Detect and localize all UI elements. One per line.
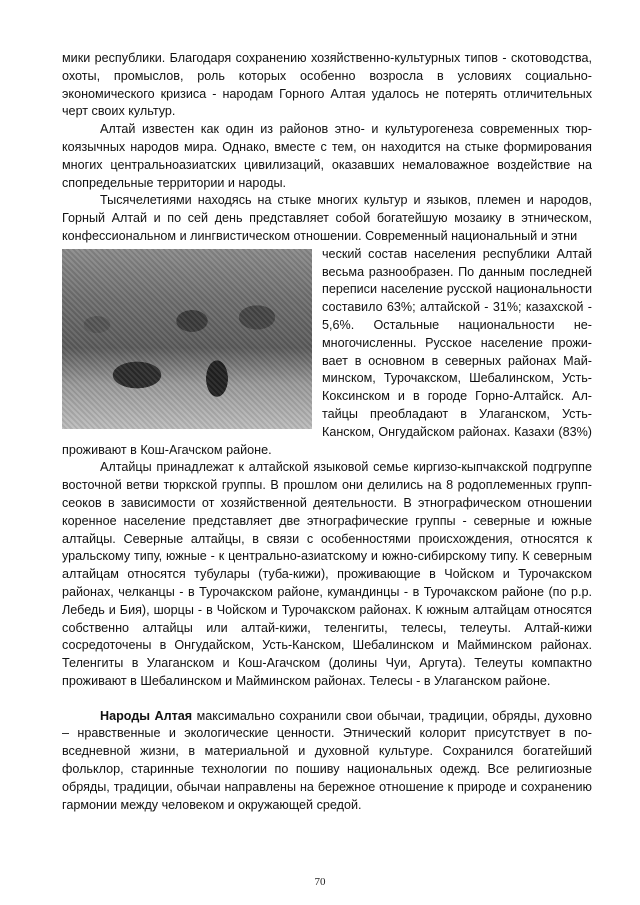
page-body	[62, 50, 592, 814]
paragraph-4: Алтайцы принадлежат к алтайской языковой семье киргизо-кыпчакской подгруппе восточной ветви тюркской группы. В прошлом они делились на 8 родоплеменных групп-сеоков в зависимости от хозяйственной деятельности. В этнографическом отношении коренное население представляет две этнографические группы - северные и южные алтайцы. Северные алтайцы, в связи с особенностями происхождения, относятся к уральскому типу, южные - к центрально-азиатскому и южно-сибирскому типу. К северным алтайцам относятся тубулары (туба-кижи), проживающие в Чойском и Турочакском районах, челканцы - в Турочакском районе, кумандинцы - в Турочакском районе (по р.р. Лебедь и Бия), шорцы - в Чойском и Турочакском районах. К южным алтайцам относятся собственно алтайцы или алтай-кижи, теленгиты, телесы, телеуты. Алтай-кижи сосредоточены в Онгудайском, Усть-Канском, Шебалинском и Майминском районах. Теленгиты в Улаганском и Кош-Агачском (долины Чуи, Аргута). Телеуты компактно проживают в Шебалинском и Майминском районах. Телесы - в Улаганском районе.	[62, 460, 592, 688]
paragraph-5-text: максимально сохранили свои обычаи, традиции, обряды, духовно – нравственные и экологические ценности. Этнический колорит присутствует в повседневной жизни, в материальной и духовной культуре. Сохранился богатейший фольклор, старинные технологии по пошиву национальных одежд. Все религиозные обряды, традиции, обычаи направлены на бережное отношение к природе и сохранению гармонии между человеком и окружающей средой.	[62, 708, 593, 812]
photo-people-gathering	[62, 249, 312, 429]
paragraph-1: мики республики. Благодаря сохранению хозяйственно-культурных типов - скотоводства, охоты, промыслов, роль которых особенно возросла в условиях социальноэкономического кризиса - народам Горного Алтая удалось не потерять отличительных черт своих культур.	[62, 51, 592, 119]
paragraph-2: Алтай известен как один из районов этно- и культурогенеза современных тюркоязычных народов мира. Однако, вместе с тем, он находится на стыке формирования многих центральноазиатских цивилизаций, оказавших немаловажное воздействие на спопредельные территории и народы.	[62, 122, 592, 190]
page-number: 70	[314, 876, 326, 888]
paragraph-3-intro: Тысячелетиями находясь на стыке многих культур и языков, племен и народов, Горный Алтай и по сей день представляет собой богатейшую мозаику в этническом, конфессиональном и лингвистическом отношении. Современный национальный и этни	[62, 193, 592, 243]
paragraph-5	[62, 708, 592, 815]
paragraph-3-continued: ческий состав населения республики Алтай весьма разнообразен. По данным последней переписи население русской национальности составило 63%; алтайской - 31%; казахской - 5,6%. Остальные национальности немногочисленны. Русское население проживает в основном в северных районах Майминском, Турочакском, Шебалинском, Усть-Коксинском и в городе Горно-Алтайск. Алтайцы преобладают в Улаганском, Усть-Канском, Онгудайском районах. Казахи (83%) проживают в Кош-Агачском районе.	[62, 246, 592, 457]
paragraph-5-lead: Народы Алтая	[100, 708, 193, 723]
